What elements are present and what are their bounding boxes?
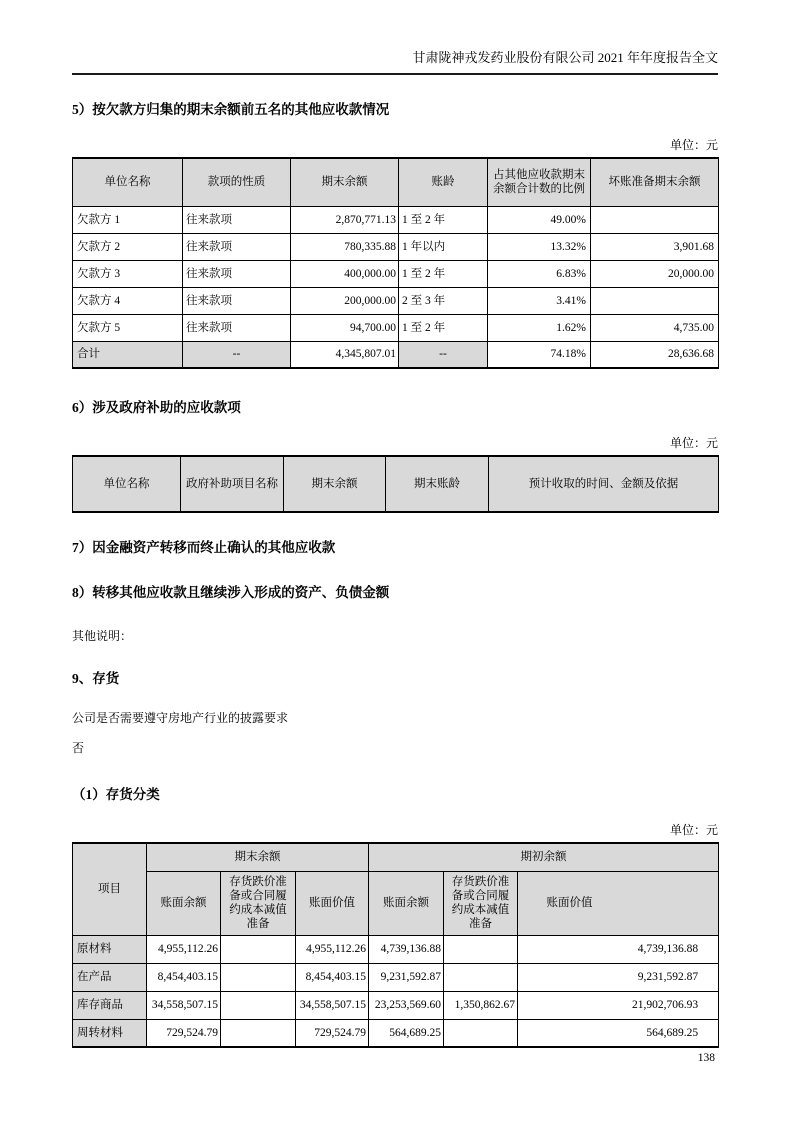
col-header: 存货跌价准备或合同履约成本减值准备: [221, 871, 296, 935]
other-note-label: 其他说明：: [72, 629, 133, 643]
section-9-heading: 9、存货: [72, 671, 120, 686]
cell: 9,231,592.87: [369, 963, 444, 991]
section-9-1-heading: （1）存货分类: [72, 787, 160, 802]
col-header: 账面余额: [147, 871, 221, 935]
cell: 欠款方 3: [73, 260, 183, 287]
page-content: [72, 0, 718, 1048]
cell: 49.00%: [488, 206, 591, 233]
col-header: 账面价值: [296, 871, 369, 935]
real-estate-disclosure-question: 公司是否需要遵守房地产行业的披露要求: [72, 711, 289, 725]
cell: 周转材料: [73, 1019, 147, 1047]
cell: 780,335.88: [291, 233, 399, 260]
government-subsidy-receivables-table: [72, 455, 719, 513]
section-5-heading: 5）按欠款方归集的期末余额前五名的其他应收款情况: [72, 102, 390, 117]
report-title: 甘肃陇神戎发药业股份有限公司 2021 年年度报告全文: [412, 50, 718, 65]
cell: [221, 963, 296, 991]
cell: 21,902,706.93: [518, 991, 719, 1019]
cell: 原材料: [73, 935, 147, 963]
cell: 23,253,569.60: [369, 991, 444, 1019]
table-row: [73, 287, 719, 314]
cell: 6.83%: [488, 260, 591, 287]
cell: 3,901.68: [591, 233, 719, 260]
cell: 564,689.25: [518, 1019, 719, 1047]
real-estate-disclosure-answer: 否: [72, 741, 85, 755]
cell: 往来款项: [183, 287, 291, 314]
col-header: 款项的性质: [183, 158, 291, 206]
other-receivables-top5-table: [72, 157, 719, 369]
unit-label-2: 单位：元: [669, 436, 718, 450]
cell: --: [183, 341, 291, 368]
group-header-row: [73, 843, 719, 871]
cell: 729,524.79: [147, 1019, 221, 1047]
col-header: 存货跌价准备或合同履约成本减值准备: [444, 871, 518, 935]
cell: 欠款方 5: [73, 314, 183, 341]
col-header: 单位名称: [73, 456, 181, 512]
cell: [221, 1019, 296, 1047]
inventory-classification-table: [72, 842, 719, 1048]
section-7-heading: 7）因金融资产转移而终止确认的其他应收款: [72, 540, 336, 555]
table-row: [73, 260, 719, 287]
cell: 在产品: [73, 963, 147, 991]
cell: 往来款项: [183, 233, 291, 260]
col-header: 账龄: [399, 158, 488, 206]
cell: 欠款方 1: [73, 206, 183, 233]
col-header: 账面价值: [518, 871, 719, 935]
cell: 564,689.25: [369, 1019, 444, 1047]
table-row: [73, 206, 719, 233]
cell: 20,000.00: [591, 260, 719, 287]
cell: 1.62%: [488, 314, 591, 341]
cell: 往来款项: [183, 260, 291, 287]
cell: 94,700.00: [291, 314, 399, 341]
page-number: 138: [697, 1052, 715, 1064]
table-row: [73, 314, 719, 341]
sub-header-row: [73, 871, 719, 935]
cell: 4,739,136.88: [518, 935, 719, 963]
cell: 9,231,592.87: [518, 963, 719, 991]
section-8-heading: 8）转移其他应收款且继续涉入形成的资产、负债金额: [72, 585, 390, 600]
col-header: 期末账龄: [386, 456, 489, 512]
total-row: [73, 341, 719, 368]
group-header-ending: 期末余额: [147, 843, 369, 871]
cell: 库存商品: [73, 991, 147, 1019]
cell: [591, 287, 719, 314]
cell: 欠款方 4: [73, 287, 183, 314]
cell: 8,454,403.15: [296, 963, 369, 991]
cell: [444, 935, 518, 963]
unit-label-1: 单位：元: [669, 138, 718, 152]
cell: 74.18%: [488, 341, 591, 368]
cell: 28,636.68: [591, 341, 719, 368]
col-header: 政府补助项目名称: [181, 456, 284, 512]
cell: 4,955,112.26: [296, 935, 369, 963]
col-header: 期末余额: [284, 456, 386, 512]
cell: 200,000.00: [291, 287, 399, 314]
cell: [444, 963, 518, 991]
header-row: [73, 158, 719, 206]
cell: 2,870,771.13: [291, 206, 399, 233]
table-row: [73, 1019, 719, 1047]
running-header: [72, 0, 718, 75]
col-header: 预计收取的时间、金额及依据: [489, 456, 719, 512]
cell: 1,350,862.67: [444, 991, 518, 1019]
section-6-heading: 6）涉及政府补助的应收款项: [72, 400, 241, 415]
col-header: 项目: [73, 843, 147, 935]
table-row: [73, 935, 719, 963]
cell: 1 年以内: [399, 233, 488, 260]
table-row: [73, 991, 719, 1019]
cell: 3.41%: [488, 287, 591, 314]
header-row: [73, 456, 719, 512]
cell: 1 至 2 年: [399, 260, 488, 287]
table-row: [73, 233, 719, 260]
unit-label-3: 单位：元: [669, 823, 718, 837]
cell: 4,739,136.88: [369, 935, 444, 963]
group-header-beginning: 期初余额: [369, 843, 719, 871]
col-header: 账面余额: [369, 871, 444, 935]
cell: 欠款方 2: [73, 233, 183, 260]
cell: 往来款项: [183, 206, 291, 233]
cell: [221, 935, 296, 963]
table-row: [73, 963, 719, 991]
cell: 400,000.00: [291, 260, 399, 287]
cell: [444, 1019, 518, 1047]
cell: 4,735.00: [591, 314, 719, 341]
cell: 往来款项: [183, 314, 291, 341]
cell: 2 至 3 年: [399, 287, 488, 314]
cell: 1 至 2 年: [399, 314, 488, 341]
cell: 34,558,507.15: [147, 991, 221, 1019]
cell: 13.32%: [488, 233, 591, 260]
cell: 4,955,112.26: [147, 935, 221, 963]
cell: 34,558,507.15: [296, 991, 369, 1019]
col-header: 单位名称: [73, 158, 183, 206]
cell: 1 至 2 年: [399, 206, 488, 233]
col-header: 期末余额: [291, 158, 399, 206]
cell: 8,454,403.15: [147, 963, 221, 991]
cell: 合计: [73, 341, 183, 368]
cell: [591, 206, 719, 233]
cell: --: [399, 341, 488, 368]
cell: 4,345,807.01: [291, 341, 399, 368]
col-header: 坏账准备期末余额: [591, 158, 719, 206]
col-header: 占其他应收款期末余额合计数的比例: [488, 158, 591, 206]
cell: [221, 991, 296, 1019]
cell: 729,524.79: [296, 1019, 369, 1047]
